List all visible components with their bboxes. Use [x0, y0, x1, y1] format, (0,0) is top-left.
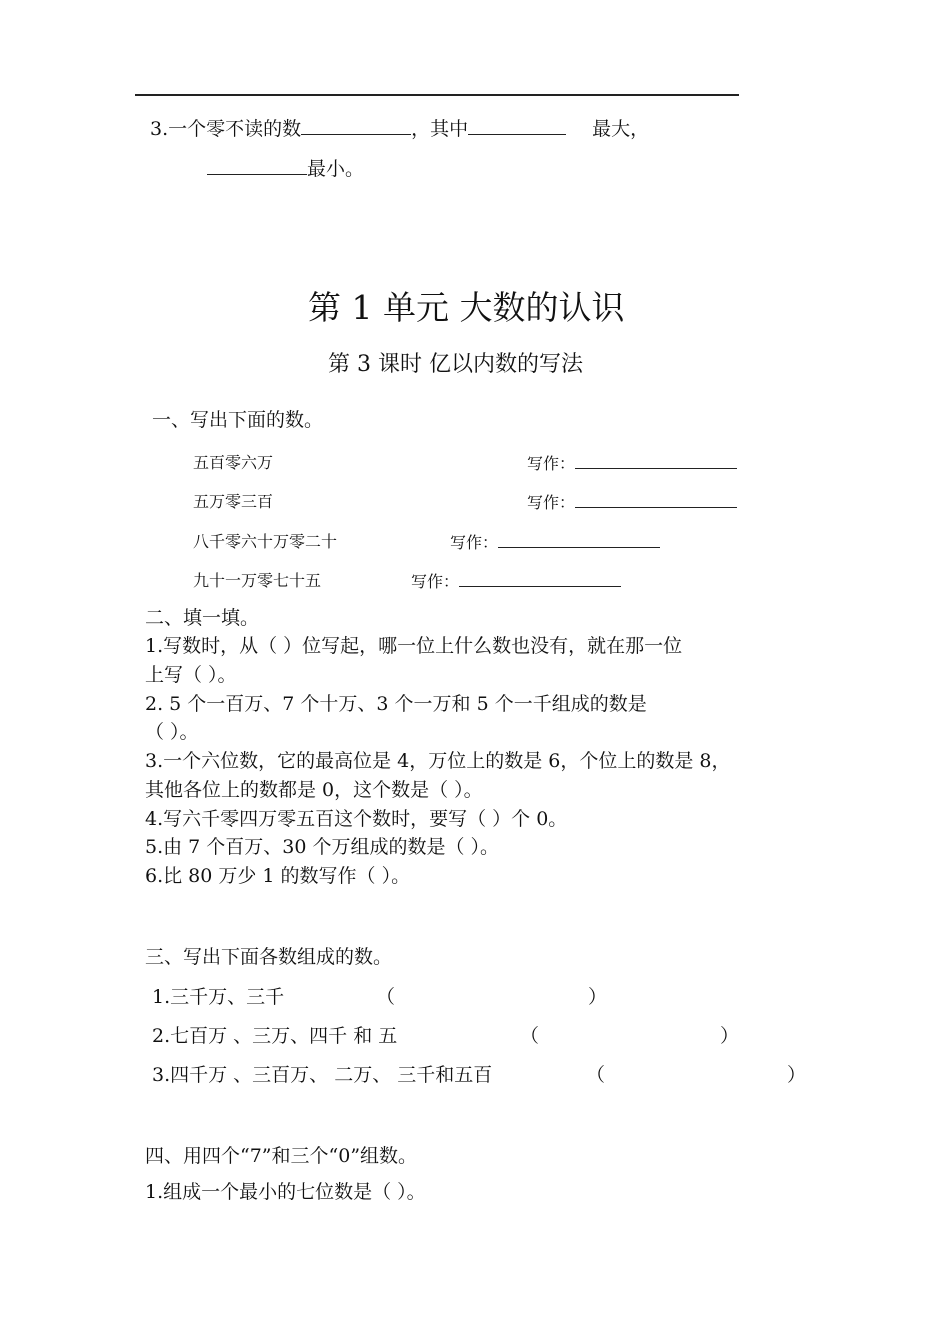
s3-item-3-text: 3.四千万 、三百万、 二万、 三千和五百	[152, 1064, 493, 1086]
s3-item-1-open-paren: （	[376, 986, 396, 1008]
write-label: 写作：	[411, 572, 460, 591]
page-subtitle: 第 3 课时 亿以内数的写法	[328, 352, 583, 377]
answer-blank[interactable]	[575, 489, 737, 508]
s1-item-2-text: 五万零三百	[193, 492, 274, 511]
page-title: 第 1 单元 大数的认识	[308, 288, 625, 327]
s3-item-2-open-paren: （	[520, 1025, 540, 1047]
s1-item-1-text: 五百零六万	[193, 453, 274, 472]
s3-item-2-text: 2.七百万 、三万、四千 和 五	[152, 1025, 398, 1047]
prev-question-3-line2	[207, 154, 364, 181]
prev-q3-text-c: 最大，	[592, 118, 650, 140]
section-4-heading: 四、用四个“7”和三个“0”组数。	[145, 1145, 418, 1167]
section-1-heading: 一、写出下面的数。	[152, 409, 324, 431]
s4-line-1: 1.组成一个最小的七位数是（ ）。	[145, 1181, 426, 1203]
top-rule	[135, 94, 739, 96]
s2-line-7: 4.写六千零四万零五百这个数时，要写（ ）个 0。	[145, 808, 568, 830]
write-label: 写作：	[450, 533, 499, 552]
answer-blank[interactable]	[468, 116, 566, 135]
prev-question-3-line1	[150, 114, 649, 141]
s1-item-4-answer	[411, 568, 621, 592]
prev-q3-text-a: 3.一个零不读的数	[150, 118, 302, 140]
answer-blank[interactable]	[207, 156, 307, 175]
s2-line-5: 3.一个六位数，它的最高位是 4，万位上的数是 6，个位上的数是 8，	[145, 750, 731, 772]
s1-item-4-text: 九十一万零七十五	[193, 571, 322, 590]
s2-line-9: 6.比 80 万少 1 的数写作（ ）。	[145, 865, 411, 887]
s2-line-3: 2. 5 个一百万、7 个十万、3 个一万和 5 个一千组成的数是	[145, 693, 647, 715]
s2-line-1: 1.写数时，从（ ）位写起，哪一位上什么数也没有，就在那一位	[145, 635, 683, 657]
s2-line-8: 5.由 7 个百万、30 个万组成的数是（ ）。	[145, 836, 500, 858]
s2-line-6: 其他各位上的数都是 0，这个数是（ ）。	[145, 779, 483, 801]
prev-q3-text-b: ，其中	[411, 118, 469, 140]
s1-item-3-text: 八千零六十万零二十	[193, 532, 338, 551]
s1-item-2-answer	[527, 489, 737, 513]
s3-item-2-close-paren: ）	[720, 1025, 740, 1047]
s1-item-1-answer	[527, 450, 737, 474]
s2-line-2: 上写（ ）。	[145, 664, 237, 686]
s3-item-1-close-paren: ）	[588, 986, 608, 1008]
section-2-heading: 二、填一填。	[145, 607, 260, 629]
answer-blank[interactable]	[575, 450, 737, 469]
answer-blank[interactable]	[459, 568, 621, 587]
write-label: 写作：	[527, 454, 576, 473]
answer-blank[interactable]	[301, 116, 411, 135]
s3-item-3-open-paren: （	[586, 1064, 606, 1086]
s1-item-3-answer	[450, 529, 660, 553]
prev-q3-text-d: 最小。	[307, 158, 365, 180]
s3-item-3-close-paren: ）	[787, 1064, 807, 1086]
s3-item-1-text: 1.三千万、三千	[152, 986, 285, 1008]
write-label: 写作：	[527, 493, 576, 512]
section-3-heading: 三、写出下面各数组成的数。	[145, 946, 393, 968]
s2-line-4: （ ）。	[145, 721, 199, 743]
answer-blank[interactable]	[498, 529, 660, 548]
